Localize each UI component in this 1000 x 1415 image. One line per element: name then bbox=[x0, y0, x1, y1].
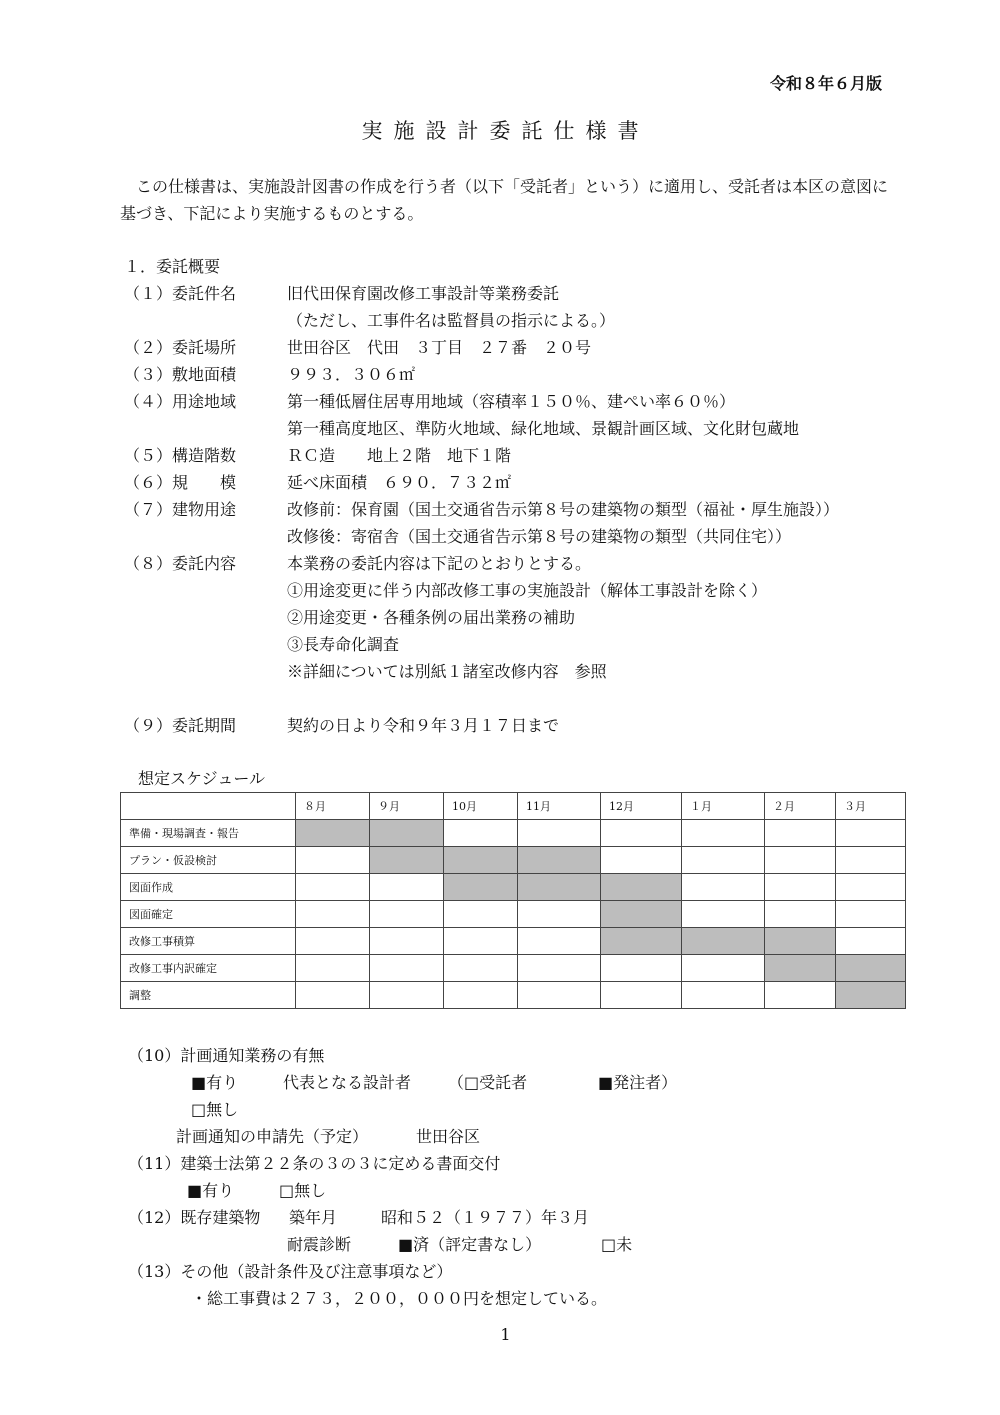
schedule-cell bbox=[296, 901, 370, 928]
schedule-task-label: 図面作成 bbox=[121, 874, 296, 901]
schedule-task-label: 改修工事内訳確定 bbox=[121, 955, 296, 982]
schedule-row bbox=[121, 847, 906, 874]
schedule-title: 想定スケジュール bbox=[138, 769, 266, 788]
item-line: 改修後：寄宿舎（国土交通省告示第８号の建築物の類型（共同住宅）） bbox=[287, 527, 792, 546]
schedule-cell bbox=[682, 955, 765, 982]
schedule-cell bbox=[370, 874, 444, 901]
item-label: （１）委託件名 bbox=[124, 284, 237, 303]
schedule-cell bbox=[836, 847, 906, 874]
schedule-cell-active bbox=[601, 928, 682, 955]
schedule-task-label: 調整 bbox=[121, 982, 296, 1009]
option-no: □無し bbox=[191, 1100, 239, 1119]
item-line: ②用途変更・各種条例の届出業務の補助 bbox=[287, 608, 576, 627]
schedule-cell bbox=[370, 955, 444, 982]
schedule-table bbox=[120, 792, 906, 1009]
item-line: 本業務の委託内容は下記のとおりとする。 bbox=[287, 554, 592, 573]
schedule-cell-active bbox=[444, 874, 518, 901]
schedule-cell bbox=[296, 955, 370, 982]
schedule-month-header: ２月 bbox=[765, 793, 836, 820]
schedule-month-header: １月 bbox=[682, 793, 765, 820]
item-line: （ただし、工事件名は監督員の指示による。） bbox=[287, 311, 616, 330]
section-heading: （12）既存建築物 bbox=[128, 1208, 261, 1227]
schedule-cell bbox=[765, 901, 836, 928]
schedule-cell bbox=[444, 928, 518, 955]
page-title: 実施設計委託仕様書 bbox=[361, 119, 650, 143]
item-label: （５）構造階数 bbox=[124, 446, 237, 465]
schedule-cell bbox=[444, 901, 518, 928]
schedule-cell bbox=[444, 820, 518, 847]
schedule-cell-active bbox=[444, 847, 518, 874]
schedule-row bbox=[121, 901, 906, 928]
destination-value: 世田谷区 bbox=[416, 1127, 481, 1146]
schedule-cell bbox=[836, 928, 906, 955]
item-line: 改修前：保育園（国土交通省告示第８号の建築物の類型（福祉・厚生施設）） bbox=[287, 500, 840, 519]
schedule-cell bbox=[518, 928, 601, 955]
schedule-cell-active bbox=[601, 901, 682, 928]
item-label: （７）建物用途 bbox=[124, 500, 237, 519]
edition-label: 令和８年６月版 bbox=[769, 74, 882, 93]
schedule-cell bbox=[370, 982, 444, 1009]
intro-paragraph: この仕様書は、実施設計図書の作成を行う者（以下「受託者」という）に適用し、受託者は本区の意図に基づき、下記により実施するものとする。 bbox=[120, 177, 889, 223]
schedule-month-header: 12月 bbox=[601, 793, 682, 820]
schedule-task-label: 準備・現場調査・報告 bbox=[121, 820, 296, 847]
schedule-cell bbox=[296, 847, 370, 874]
schedule-cell bbox=[518, 901, 601, 928]
schedule-cell-active bbox=[682, 928, 765, 955]
page-number: 1 bbox=[500, 1325, 511, 1344]
schedule-row bbox=[121, 928, 906, 955]
schedule-task-label: 改修工事積算 bbox=[121, 928, 296, 955]
schedule-cell bbox=[601, 847, 682, 874]
item-line: ①用途変更に伴う内部改修工事の実施設計（解体工事設計を除く） bbox=[287, 581, 768, 600]
schedule-cell-active bbox=[518, 874, 601, 901]
schedule-cell-active bbox=[370, 820, 444, 847]
seismic-label: 耐震診断 bbox=[287, 1235, 352, 1254]
option-no: □無し bbox=[279, 1181, 327, 1200]
schedule-cell bbox=[836, 874, 906, 901]
destination-label: 計画通知の申請先（予定） bbox=[176, 1127, 369, 1146]
item-line: 契約の日より令和９年３月１７日まで bbox=[287, 716, 560, 735]
schedule-cell-active bbox=[601, 874, 682, 901]
item-line: 第一種低層住居専用地域（容積率１５０％、建ぺい率６０％） bbox=[287, 392, 736, 411]
schedule-task-label: 図面確定 bbox=[121, 901, 296, 928]
schedule-cell bbox=[682, 982, 765, 1009]
schedule-month-header: ９月 bbox=[370, 793, 444, 820]
section-heading: （11）建築士法第２２条の３の３に定める書面交付 bbox=[128, 1154, 501, 1173]
item-label: （６）規 模 bbox=[124, 473, 237, 492]
built-value: 昭和５２（１９７７）年３月 bbox=[381, 1208, 590, 1227]
section-heading: （13）その他（設計条件及び注意事項など） bbox=[128, 1262, 453, 1281]
schedule-header-row bbox=[121, 793, 906, 820]
item-line: ＲＣ造 地上２階 地下１階 bbox=[287, 446, 512, 465]
schedule-task-label: プラン・仮設検討 bbox=[121, 847, 296, 874]
option-contractor: （□受託者 bbox=[448, 1073, 528, 1092]
section-heading: １．委託概要 bbox=[124, 257, 221, 276]
item-line: ③長寿命化調査 bbox=[287, 635, 400, 654]
schedule-cell bbox=[370, 901, 444, 928]
item-line: 旧代田保育園改修工事設計等業務委託 bbox=[287, 284, 560, 303]
schedule-cell-active bbox=[765, 955, 836, 982]
item-label: （８）委託内容 bbox=[124, 554, 237, 573]
item-line: 世田谷区 代田 ３丁目 ２７番 ２０号 bbox=[287, 338, 592, 357]
schedule-month-header: ８月 bbox=[296, 793, 370, 820]
schedule-cell bbox=[765, 820, 836, 847]
schedule-cell bbox=[682, 901, 765, 928]
item-line: 第一種高度地区、準防火地域、緑化地域、景観計画区域、文化財包蔵地 bbox=[287, 419, 800, 438]
schedule-cell bbox=[370, 928, 444, 955]
cost-note: ・総工事費は２７３，２００，０００円を想定している。 bbox=[191, 1289, 608, 1308]
schedule-cell bbox=[765, 874, 836, 901]
schedule-cell bbox=[296, 982, 370, 1009]
item-label: （４）用途地域 bbox=[124, 392, 237, 411]
schedule-row bbox=[121, 874, 906, 901]
schedule-cell bbox=[682, 820, 765, 847]
schedule-cell bbox=[601, 982, 682, 1009]
schedule-month-header: 11月 bbox=[518, 793, 601, 820]
schedule-cell bbox=[518, 982, 601, 1009]
schedule-cell bbox=[765, 847, 836, 874]
item-label: （９）委託期間 bbox=[124, 716, 237, 735]
option-yes: ■有り bbox=[187, 1181, 235, 1200]
schedule-cell bbox=[518, 820, 601, 847]
item-line: ９９３．３０６㎡ bbox=[287, 365, 416, 384]
schedule-cell bbox=[601, 820, 682, 847]
schedule-cell bbox=[518, 955, 601, 982]
schedule-cell-active bbox=[370, 847, 444, 874]
option-yes: ■有り bbox=[191, 1073, 239, 1092]
schedule-cell-active bbox=[836, 982, 906, 1009]
seismic-done: ■済（評定書なし） bbox=[398, 1235, 542, 1254]
schedule-cell bbox=[682, 847, 765, 874]
representative-label: 代表となる設計者 bbox=[283, 1073, 412, 1092]
schedule-cell-active bbox=[296, 820, 370, 847]
schedule-cell bbox=[836, 901, 906, 928]
schedule-month-header: ３月 bbox=[836, 793, 906, 820]
schedule-cell bbox=[296, 928, 370, 955]
option-orderer: ■発注者） bbox=[598, 1073, 678, 1092]
schedule-cell bbox=[296, 874, 370, 901]
schedule-cell-active bbox=[765, 928, 836, 955]
item-label: （２）委託場所 bbox=[124, 338, 237, 357]
section-heading: （10）計画通知業務の有無 bbox=[128, 1046, 325, 1065]
schedule-row bbox=[121, 820, 906, 847]
item-label: （３）敷地面積 bbox=[124, 365, 237, 384]
schedule-row bbox=[121, 982, 906, 1009]
schedule-cell bbox=[682, 874, 765, 901]
item-line: 延べ床面積 ６９０．７３２㎡ bbox=[287, 473, 512, 492]
seismic-not: □未 bbox=[601, 1235, 633, 1254]
built-label: 築年月 bbox=[289, 1208, 338, 1227]
schedule-cell bbox=[601, 955, 682, 982]
schedule-corner-cell bbox=[121, 793, 296, 820]
schedule-row bbox=[121, 955, 906, 982]
item-line: ※詳細については別紙１諸室改修内容 参照 bbox=[287, 662, 607, 681]
schedule-cell bbox=[765, 982, 836, 1009]
schedule-cell bbox=[444, 955, 518, 982]
schedule-cell bbox=[444, 982, 518, 1009]
schedule-cell bbox=[836, 820, 906, 847]
schedule-cell-active bbox=[836, 955, 906, 982]
schedule-cell-active bbox=[518, 847, 601, 874]
schedule-month-header: 10月 bbox=[444, 793, 518, 820]
